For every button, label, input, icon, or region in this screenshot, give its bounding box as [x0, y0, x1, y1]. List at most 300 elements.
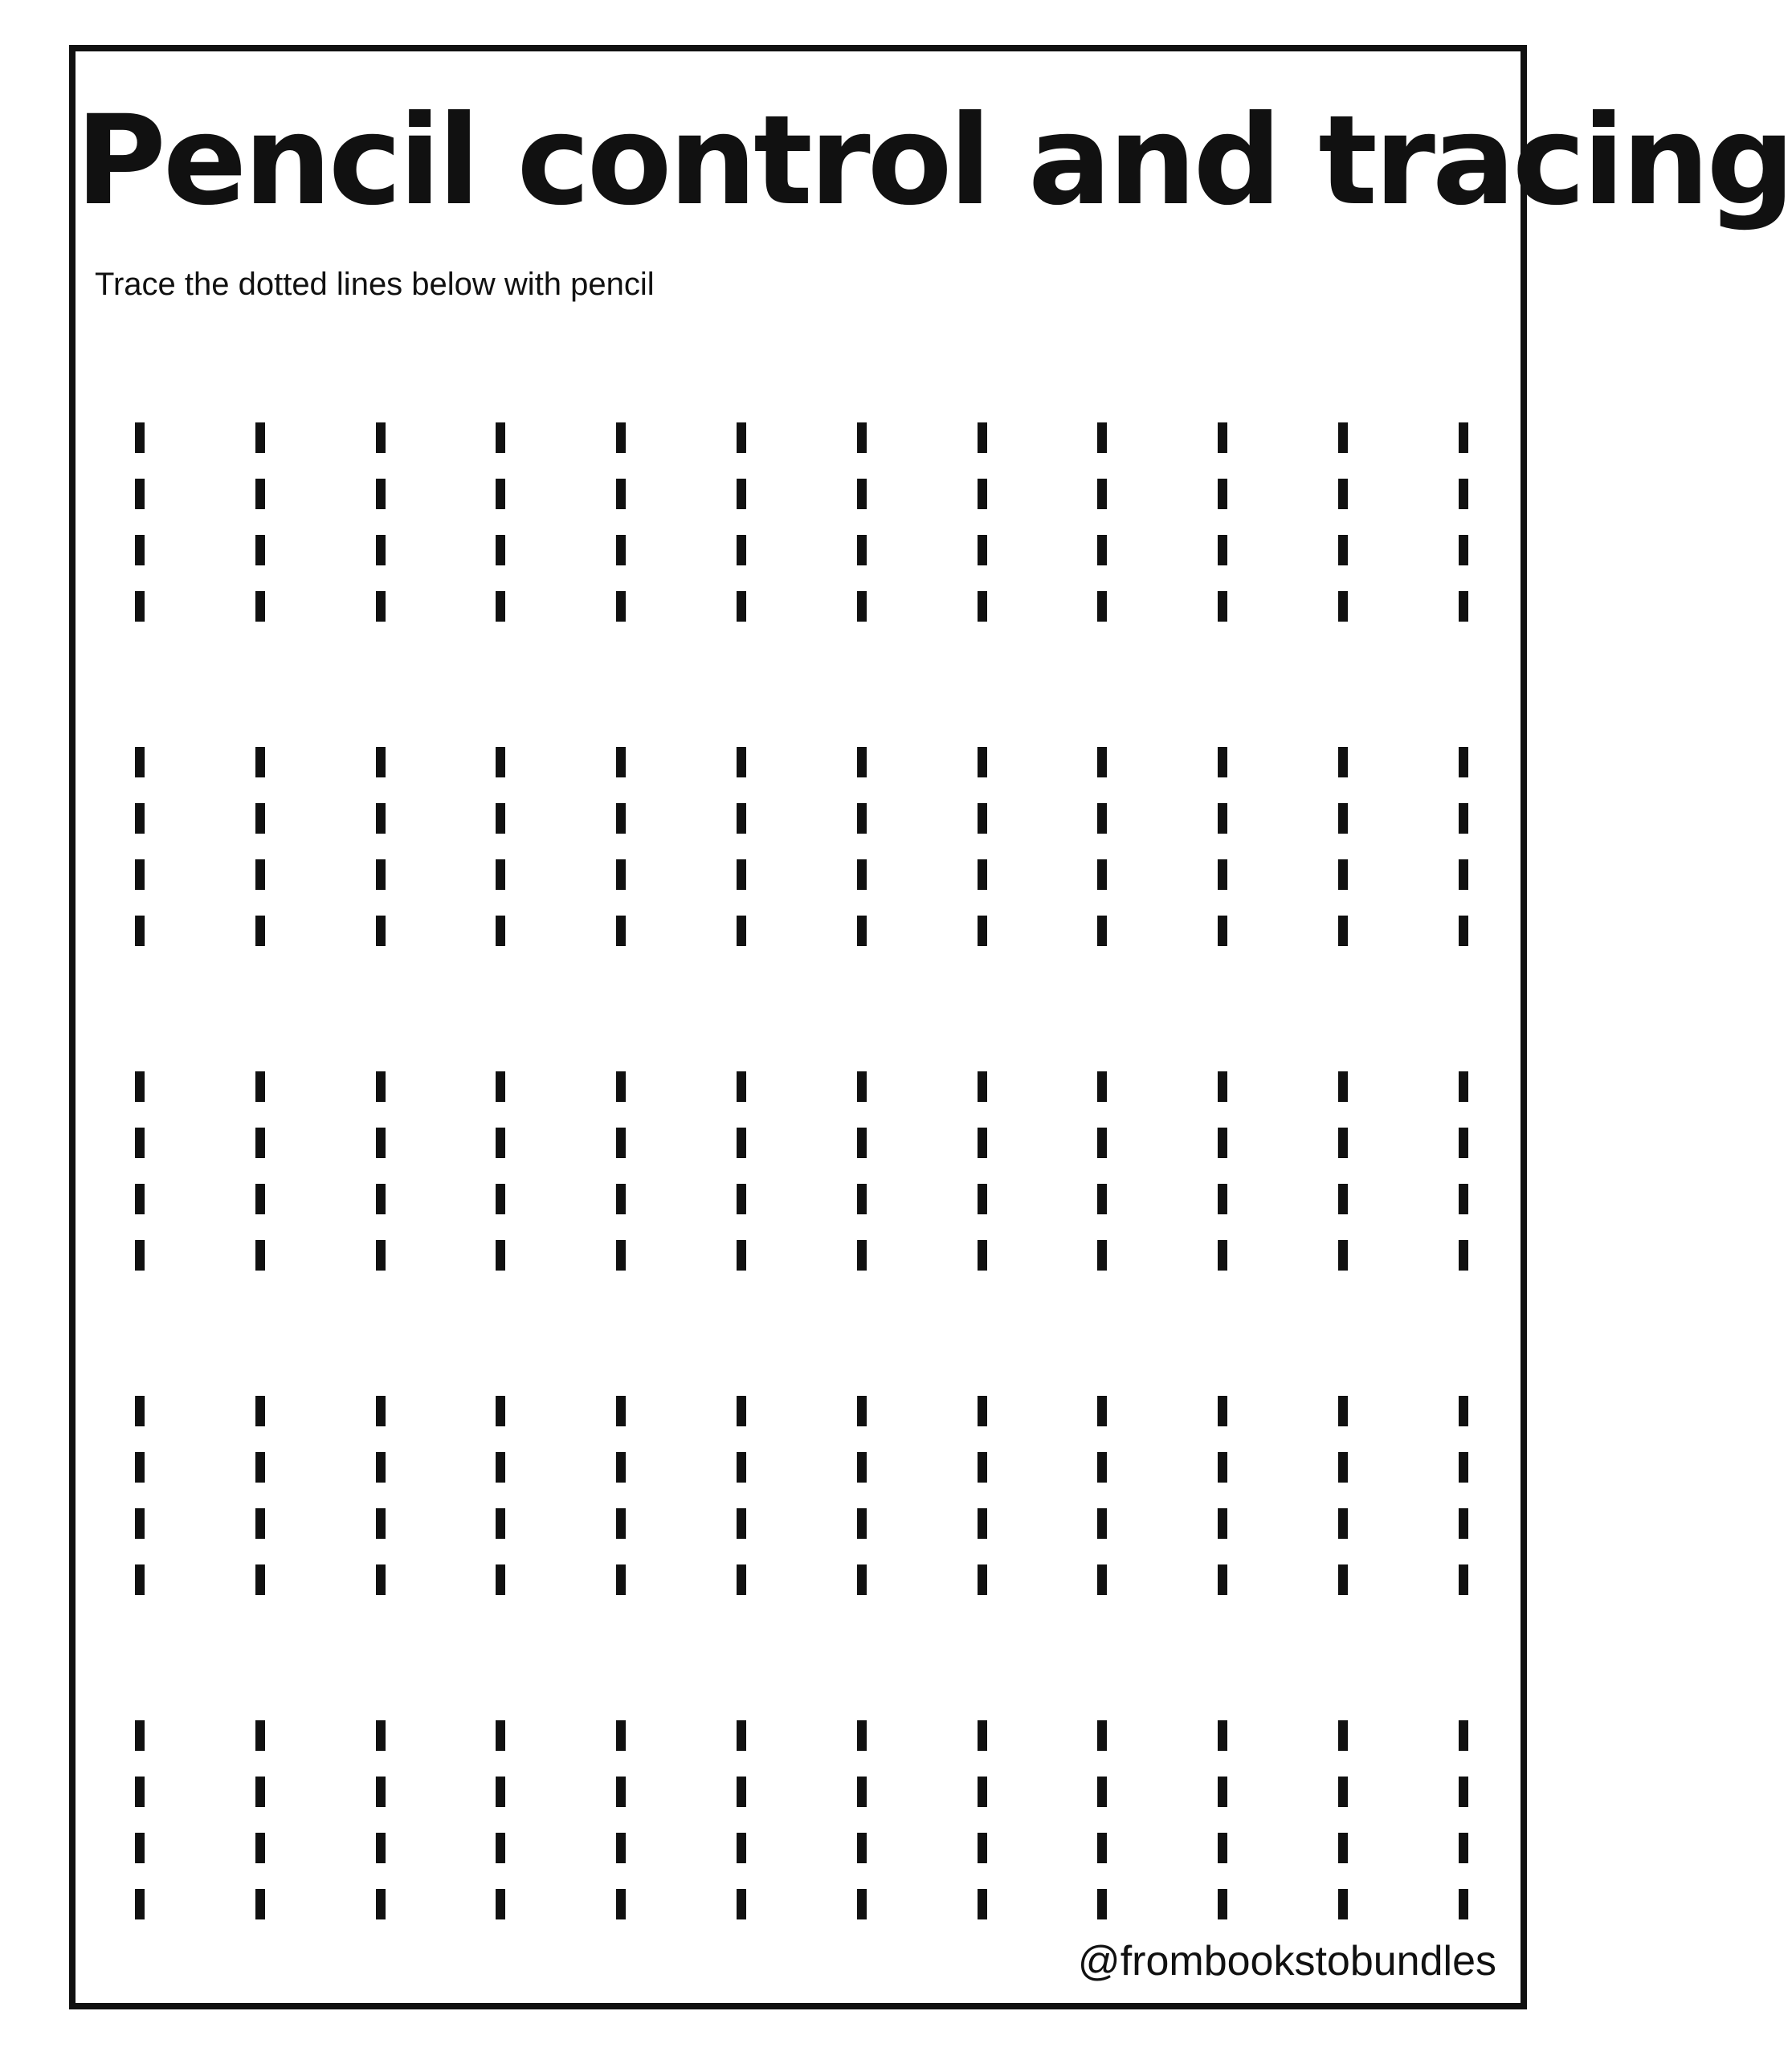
dash-mark	[616, 479, 626, 509]
dash-mark	[1097, 1889, 1107, 1919]
dash-mark	[255, 916, 265, 946]
dotted-trace-line	[978, 1396, 987, 1605]
dash-mark	[1097, 591, 1107, 622]
trace-row	[76, 1720, 1521, 1929]
dotted-trace-line	[616, 1071, 626, 1280]
dash-mark	[376, 1071, 386, 1102]
dash-mark	[1097, 1720, 1107, 1751]
dotted-trace-line	[1218, 1720, 1227, 1929]
dash-mark	[1218, 1184, 1227, 1214]
dotted-trace-line	[857, 1720, 867, 1929]
dash-mark	[1218, 916, 1227, 946]
dotted-trace-line	[255, 1720, 265, 1929]
dash-mark	[496, 1396, 505, 1426]
dash-mark	[737, 1833, 746, 1863]
dotted-trace-line	[135, 747, 145, 956]
worksheet-page	[69, 45, 1792, 2009]
dash-mark	[857, 747, 867, 777]
dash-mark	[1218, 1396, 1227, 1426]
dotted-trace-line	[857, 1071, 867, 1280]
dash-mark	[1218, 1564, 1227, 1595]
dash-mark	[737, 422, 746, 453]
dash-mark	[376, 535, 386, 565]
dotted-trace-line	[376, 1071, 386, 1280]
dash-mark	[857, 422, 867, 453]
dash-mark	[978, 1720, 987, 1751]
dash-mark	[737, 1720, 746, 1751]
dash-mark	[857, 535, 867, 565]
dash-mark	[1338, 422, 1348, 453]
dash-mark	[376, 1720, 386, 1751]
dash-mark	[376, 479, 386, 509]
dotted-trace-line	[496, 1396, 505, 1605]
dash-mark	[857, 1396, 867, 1426]
dotted-trace-line	[1097, 422, 1107, 631]
trace-row	[76, 1396, 1521, 1605]
dotted-trace-line	[255, 747, 265, 956]
dash-mark	[1459, 1889, 1468, 1919]
dash-mark	[376, 1452, 386, 1483]
dash-mark	[496, 1564, 505, 1595]
dash-mark	[376, 916, 386, 946]
dash-mark	[978, 1889, 987, 1919]
dash-mark	[857, 1720, 867, 1751]
dash-mark	[1338, 1720, 1348, 1751]
dotted-trace-line	[1459, 1071, 1468, 1280]
dotted-trace-line	[616, 1396, 626, 1605]
dash-mark	[496, 535, 505, 565]
dotted-trace-line	[737, 747, 746, 956]
dotted-trace-line	[1338, 422, 1348, 631]
dash-mark	[1097, 803, 1107, 834]
dash-mark	[496, 1128, 505, 1158]
dash-mark	[978, 1452, 987, 1483]
dash-mark	[376, 1396, 386, 1426]
dotted-trace-line	[616, 1720, 626, 1929]
dash-mark	[737, 1508, 746, 1539]
dash-mark	[135, 535, 145, 565]
dotted-trace-line	[135, 422, 145, 631]
dash-mark	[135, 1833, 145, 1863]
dash-mark	[1338, 1128, 1348, 1158]
dash-mark	[135, 1184, 145, 1214]
dash-mark	[1338, 803, 1348, 834]
dash-mark	[857, 1184, 867, 1214]
dash-mark	[1218, 859, 1227, 890]
dash-mark	[1459, 591, 1468, 622]
dash-mark	[496, 747, 505, 777]
dash-mark	[1097, 1240, 1107, 1271]
dash-mark	[135, 803, 145, 834]
dash-mark	[616, 1396, 626, 1426]
dash-mark	[1218, 422, 1227, 453]
dotted-trace-line	[978, 1720, 987, 1929]
dash-mark	[1459, 747, 1468, 777]
dotted-trace-line	[135, 1071, 145, 1280]
dash-mark	[496, 1071, 505, 1102]
dotted-trace-line	[255, 422, 265, 631]
dash-mark	[978, 803, 987, 834]
dash-mark	[857, 1833, 867, 1863]
dash-mark	[376, 1508, 386, 1539]
dash-mark	[1097, 916, 1107, 946]
dash-mark	[857, 803, 867, 834]
dash-mark	[1097, 1184, 1107, 1214]
dotted-trace-line	[978, 1071, 987, 1280]
dash-mark	[1459, 916, 1468, 946]
dash-mark	[978, 1564, 987, 1595]
dotted-trace-line	[1218, 1396, 1227, 1605]
dash-mark	[496, 803, 505, 834]
dash-mark	[616, 1720, 626, 1751]
dotted-trace-line	[1338, 747, 1348, 956]
dash-mark	[376, 859, 386, 890]
dash-mark	[616, 1071, 626, 1102]
dash-mark	[616, 1833, 626, 1863]
dash-mark	[255, 1128, 265, 1158]
dotted-trace-line	[857, 422, 867, 631]
dash-mark	[1218, 1240, 1227, 1271]
dash-mark	[376, 1777, 386, 1807]
dash-mark	[857, 1452, 867, 1483]
dash-mark	[1097, 1452, 1107, 1483]
dash-mark	[376, 1833, 386, 1863]
dash-mark	[737, 1071, 746, 1102]
dash-mark	[255, 535, 265, 565]
dash-mark	[1097, 1396, 1107, 1426]
dash-mark	[1459, 1184, 1468, 1214]
dash-mark	[857, 859, 867, 890]
dash-mark	[1218, 535, 1227, 565]
dash-mark	[737, 479, 746, 509]
dash-mark	[1218, 1128, 1227, 1158]
dash-mark	[616, 1128, 626, 1158]
dotted-trace-line	[1097, 747, 1107, 956]
dotted-trace-line	[857, 1396, 867, 1605]
dash-mark	[1097, 479, 1107, 509]
dash-mark	[978, 747, 987, 777]
dash-mark	[978, 1071, 987, 1102]
dash-mark	[135, 859, 145, 890]
dash-mark	[616, 422, 626, 453]
dash-mark	[1097, 1833, 1107, 1863]
dotted-trace-line	[1218, 1071, 1227, 1280]
dotted-trace-line	[978, 747, 987, 956]
dash-mark	[1459, 1564, 1468, 1595]
dash-mark	[376, 591, 386, 622]
dash-mark	[737, 535, 746, 565]
dash-mark	[737, 1564, 746, 1595]
dash-mark	[1218, 1777, 1227, 1807]
dash-mark	[496, 1833, 505, 1863]
dash-mark	[1459, 535, 1468, 565]
dash-mark	[135, 1508, 145, 1539]
dash-mark	[1097, 422, 1107, 453]
tracing-grid	[76, 51, 1792, 2003]
dash-mark	[255, 1240, 265, 1271]
dash-mark	[1218, 747, 1227, 777]
dash-mark	[737, 803, 746, 834]
dotted-trace-line	[1459, 422, 1468, 631]
dash-mark	[1097, 1564, 1107, 1595]
dash-mark	[857, 1564, 867, 1595]
dotted-trace-line	[376, 747, 386, 956]
dotted-trace-line	[496, 747, 505, 956]
dash-mark	[1338, 1833, 1348, 1863]
dotted-trace-line	[616, 747, 626, 956]
dash-mark	[376, 1128, 386, 1158]
dash-mark	[135, 1128, 145, 1158]
dash-mark	[135, 747, 145, 777]
dash-mark	[255, 803, 265, 834]
dash-mark	[1459, 422, 1468, 453]
dash-mark	[737, 1889, 746, 1919]
dash-mark	[135, 422, 145, 453]
dotted-trace-line	[1459, 1720, 1468, 1929]
dotted-trace-line	[135, 1720, 145, 1929]
dash-mark	[978, 1184, 987, 1214]
dash-mark	[616, 1452, 626, 1483]
dotted-trace-line	[1097, 1396, 1107, 1605]
dash-mark	[1338, 1777, 1348, 1807]
dash-mark	[496, 859, 505, 890]
dash-mark	[255, 1071, 265, 1102]
dotted-trace-line	[496, 1071, 505, 1280]
dash-mark	[255, 1777, 265, 1807]
dash-mark	[1459, 803, 1468, 834]
dash-mark	[135, 1452, 145, 1483]
dash-mark	[135, 1396, 145, 1426]
dash-mark	[1218, 1508, 1227, 1539]
dash-mark	[1097, 1508, 1107, 1539]
dash-mark	[616, 535, 626, 565]
dotted-trace-line	[255, 1396, 265, 1605]
dash-mark	[255, 1508, 265, 1539]
dash-mark	[616, 1889, 626, 1919]
dotted-trace-line	[737, 1396, 746, 1605]
dash-mark	[496, 1240, 505, 1271]
dash-mark	[978, 1777, 987, 1807]
instruction-text: Trace the dotted lines below with pencil	[95, 267, 655, 302]
dash-mark	[255, 1452, 265, 1483]
dash-mark	[978, 591, 987, 622]
dotted-trace-line	[1097, 1720, 1107, 1929]
dash-mark	[1097, 1128, 1107, 1158]
dash-mark	[1338, 1508, 1348, 1539]
dash-mark	[1338, 1240, 1348, 1271]
dash-mark	[737, 1184, 746, 1214]
dash-mark	[255, 1889, 265, 1919]
dash-mark	[1459, 1240, 1468, 1271]
dash-mark	[1338, 747, 1348, 777]
dash-mark	[255, 1564, 265, 1595]
dash-mark	[1459, 1720, 1468, 1751]
dash-mark	[496, 916, 505, 946]
dash-mark	[496, 1452, 505, 1483]
dash-mark	[1459, 1452, 1468, 1483]
dash-mark	[496, 1777, 505, 1807]
dash-mark	[978, 916, 987, 946]
dash-mark	[857, 916, 867, 946]
dash-mark	[496, 1508, 505, 1539]
dash-mark	[376, 747, 386, 777]
dash-mark	[1338, 1184, 1348, 1214]
dotted-trace-line	[1459, 747, 1468, 956]
dash-mark	[1097, 1777, 1107, 1807]
dotted-trace-line	[737, 1071, 746, 1280]
dash-mark	[1338, 1071, 1348, 1102]
dash-mark	[616, 747, 626, 777]
dotted-trace-line	[376, 422, 386, 631]
dash-mark	[135, 1777, 145, 1807]
dash-mark	[1459, 1508, 1468, 1539]
dash-mark	[135, 1071, 145, 1102]
dash-mark	[376, 1889, 386, 1919]
trace-row	[76, 747, 1521, 956]
dash-mark	[1218, 1071, 1227, 1102]
dash-mark	[1338, 916, 1348, 946]
dash-mark	[255, 1396, 265, 1426]
dash-mark	[255, 422, 265, 453]
dash-mark	[616, 1240, 626, 1271]
dash-mark	[737, 747, 746, 777]
dash-mark	[376, 803, 386, 834]
dash-mark	[616, 1564, 626, 1595]
dash-mark	[1459, 1128, 1468, 1158]
dash-mark	[376, 1240, 386, 1271]
dash-mark	[496, 1889, 505, 1919]
dash-mark	[616, 1184, 626, 1214]
dash-mark	[857, 479, 867, 509]
page-title: Pencil control and tracing	[76, 89, 1792, 233]
dash-mark	[496, 1720, 505, 1751]
dash-mark	[857, 1777, 867, 1807]
dash-mark	[1097, 859, 1107, 890]
dash-mark	[1338, 1564, 1348, 1595]
dash-mark	[737, 1396, 746, 1426]
dash-mark	[978, 1396, 987, 1426]
dash-mark	[616, 916, 626, 946]
dash-mark	[1338, 1889, 1348, 1919]
dash-mark	[737, 591, 746, 622]
dash-mark	[1338, 591, 1348, 622]
dash-mark	[376, 422, 386, 453]
dotted-trace-line	[737, 422, 746, 631]
dash-mark	[1459, 1396, 1468, 1426]
dotted-trace-line	[376, 1720, 386, 1929]
dash-mark	[978, 859, 987, 890]
dash-mark	[978, 422, 987, 453]
dash-mark	[737, 916, 746, 946]
dash-mark	[135, 1564, 145, 1595]
dash-mark	[978, 535, 987, 565]
dash-mark	[978, 1833, 987, 1863]
dotted-trace-line	[135, 1396, 145, 1605]
dash-mark	[135, 916, 145, 946]
dotted-trace-line	[1338, 1396, 1348, 1605]
dotted-trace-line	[978, 422, 987, 631]
dash-mark	[1218, 1833, 1227, 1863]
dash-mark	[978, 1508, 987, 1539]
dash-mark	[496, 479, 505, 509]
dash-mark	[1218, 591, 1227, 622]
dash-mark	[1097, 747, 1107, 777]
dash-mark	[978, 479, 987, 509]
dash-mark	[616, 1777, 626, 1807]
dash-mark	[857, 1071, 867, 1102]
dash-mark	[737, 859, 746, 890]
dash-mark	[255, 747, 265, 777]
dash-mark	[1338, 859, 1348, 890]
dotted-trace-line	[1459, 1396, 1468, 1605]
dash-mark	[857, 1508, 867, 1539]
dash-mark	[255, 1184, 265, 1214]
dotted-trace-line	[1218, 422, 1227, 631]
dash-mark	[1338, 479, 1348, 509]
dash-mark	[496, 422, 505, 453]
dash-mark	[255, 1833, 265, 1863]
dash-mark	[376, 1564, 386, 1595]
dash-mark	[616, 1508, 626, 1539]
dash-mark	[135, 479, 145, 509]
dash-mark	[737, 1452, 746, 1483]
dash-mark	[1218, 1889, 1227, 1919]
dash-mark	[1218, 479, 1227, 509]
dash-mark	[1097, 535, 1107, 565]
dash-mark	[135, 591, 145, 622]
dotted-trace-line	[1218, 747, 1227, 956]
dash-mark	[1097, 1071, 1107, 1102]
dash-mark	[1218, 803, 1227, 834]
dash-mark	[1338, 1396, 1348, 1426]
trace-row	[76, 422, 1521, 631]
dash-mark	[737, 1128, 746, 1158]
dotted-trace-line	[737, 1720, 746, 1929]
dash-mark	[496, 591, 505, 622]
dash-mark	[135, 1889, 145, 1919]
dash-mark	[616, 859, 626, 890]
dash-mark	[1338, 535, 1348, 565]
dash-mark	[616, 591, 626, 622]
dash-mark	[1459, 1833, 1468, 1863]
dash-mark	[135, 1720, 145, 1751]
dash-mark	[857, 1128, 867, 1158]
dash-mark	[1459, 859, 1468, 890]
dotted-trace-line	[616, 422, 626, 631]
dotted-trace-line	[857, 747, 867, 956]
dash-mark	[1459, 479, 1468, 509]
dash-mark	[135, 1240, 145, 1271]
dash-mark	[1459, 1777, 1468, 1807]
dash-mark	[255, 591, 265, 622]
dash-mark	[1218, 1720, 1227, 1751]
dotted-trace-line	[1338, 1071, 1348, 1280]
dotted-trace-line	[496, 1720, 505, 1929]
dash-mark	[857, 1240, 867, 1271]
dash-mark	[255, 1720, 265, 1751]
dash-mark	[857, 1889, 867, 1919]
dotted-trace-line	[255, 1071, 265, 1280]
dotted-trace-line	[1338, 1720, 1348, 1929]
dash-mark	[978, 1240, 987, 1271]
dash-mark	[1338, 1452, 1348, 1483]
dotted-trace-line	[1097, 1071, 1107, 1280]
dash-mark	[616, 803, 626, 834]
dash-mark	[1459, 1071, 1468, 1102]
dash-mark	[376, 1184, 386, 1214]
dash-mark	[255, 479, 265, 509]
dash-mark	[496, 1184, 505, 1214]
